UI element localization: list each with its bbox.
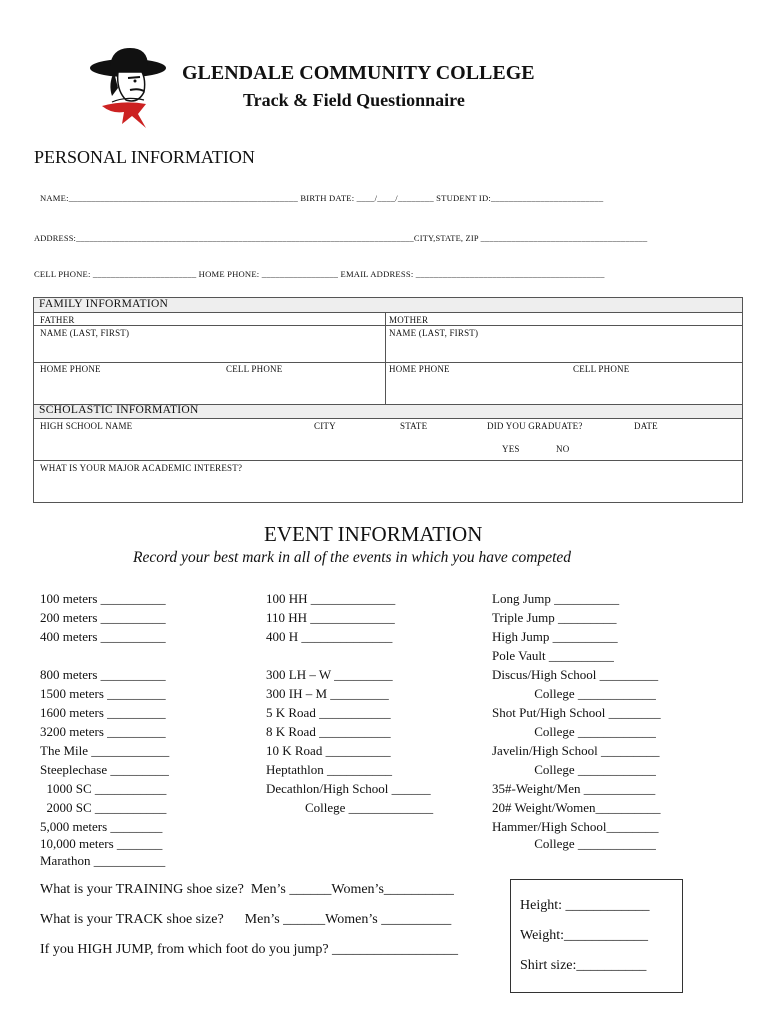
weight-field[interactable]: Weight:____________ [520, 928, 648, 943]
event-line[interactable]: College ____________ [492, 762, 656, 777]
event-line[interactable]: College ____________ [492, 836, 656, 851]
personal-line-name[interactable]: NAME:___________________________________________________ BIRTH DATE: ____/____/________ STUDENT ID:_________________________ [40, 193, 604, 203]
event-line[interactable]: 300 LH – W _________ [266, 667, 393, 682]
mother-home-phone-field[interactable]: HOME PHONE [389, 364, 450, 374]
event-line[interactable]: Hammer/High School________ [492, 819, 659, 834]
event-line[interactable]: College ____________ [492, 724, 656, 739]
event-subheading: Record your best mark in all of the events in which you have competed [133, 549, 572, 566]
events-column-3 [492, 589, 661, 817]
event-line[interactable]: Shot Put/High School ________ [492, 705, 661, 720]
event-line[interactable]: 1000 SC ___________ [40, 781, 167, 796]
event-line[interactable]: 10 K Road __________ [266, 743, 391, 758]
shirt-size-field[interactable]: Shirt size:__________ [520, 958, 647, 973]
events-column-2 [266, 589, 433, 817]
event-line [266, 646, 433, 665]
event-line[interactable]: 110 HH _____________ [266, 610, 395, 625]
graduate-date-field[interactable]: DATE [634, 421, 658, 431]
event-line[interactable]: 2000 SC ___________ [40, 800, 167, 815]
event-line[interactable]: Heptathlon __________ [266, 762, 393, 777]
event-heading: EVENT INFORMATION [264, 522, 483, 546]
event-line[interactable]: 5,000 meters ________ [40, 819, 163, 834]
events-column-3b [492, 818, 658, 852]
personal-line-address[interactable]: ADDRESS:_____________________________________________________________________________CITY,STATE, ZIP ______________________________________ [34, 234, 648, 243]
event-line[interactable]: Javelin/High School _________ [492, 743, 660, 758]
training-shoe-line[interactable]: What is your TRAINING shoe size? Men’s ______Women’s__________ [40, 882, 454, 897]
event-line[interactable]: Decathlon/High School ______ [266, 781, 431, 796]
personal-heading: PERSONAL INFORMATION [34, 147, 255, 167]
track-shoe-line[interactable]: What is your TRACK shoe size? Men’s ______Women’s __________ [40, 912, 452, 927]
personal-line-contact[interactable]: CELL PHONE: _______________________ HOME PHONE: _________________ EMAIL ADDRESS: __________________________________________ [34, 269, 605, 279]
mascot-logo [88, 44, 170, 130]
event-line[interactable]: College ____________ [492, 686, 656, 701]
event-line[interactable]: Long Jump __________ [492, 591, 620, 606]
graduate-yes-option[interactable]: YES [502, 444, 520, 454]
event-line[interactable]: 400 meters __________ [40, 629, 166, 644]
state-field[interactable]: STATE [400, 421, 428, 431]
event-line[interactable]: 8 K Road ___________ [266, 724, 391, 739]
event-line[interactable]: 300 IH – M _________ [266, 686, 389, 701]
family-heading: FAMILY INFORMATION [39, 298, 169, 310]
event-line[interactable]: Triple Jump _________ [492, 610, 617, 625]
event-line[interactable]: 100 HH _____________ [266, 591, 396, 606]
event-line[interactable]: The Mile ____________ [40, 743, 170, 758]
event-line[interactable]: 20# Weight/Women__________ [492, 800, 661, 815]
mother-name-field[interactable]: NAME (LAST, FIRST) [389, 328, 479, 338]
event-line[interactable]: Steeplechase _________ [40, 762, 169, 777]
events-column-1b [40, 818, 165, 869]
event-line[interactable]: 3200 meters _________ [40, 724, 166, 739]
event-line[interactable]: 200 meters __________ [40, 610, 166, 625]
college-name: GLENDALE COMMUNITY COLLEGE [182, 62, 535, 84]
event-line[interactable]: Marathon ___________ [40, 853, 166, 868]
event-line[interactable]: High Jump __________ [492, 629, 618, 644]
event-line[interactable]: 100 meters __________ [40, 591, 166, 606]
event-line[interactable]: College _____________ [266, 800, 434, 815]
major-interest-field[interactable]: WHAT IS YOUR MAJOR ACADEMIC INTEREST? [40, 463, 243, 473]
event-line[interactable]: 400 H ______________ [266, 629, 393, 644]
event-line[interactable]: 1600 meters _________ [40, 705, 166, 720]
mother-label: MOTHER [389, 315, 429, 325]
father-label: FATHER [40, 315, 75, 325]
high-jump-foot-line[interactable]: If you HIGH JUMP, from which foot do you jump? __________________ [40, 942, 459, 957]
scholastic-heading: SCHOLASTIC INFORMATION [39, 404, 199, 416]
event-line[interactable]: 800 meters __________ [40, 667, 166, 682]
graduate-question: DID YOU GRADUATE? [487, 421, 583, 431]
height-field[interactable]: Height: ____________ [520, 898, 650, 913]
father-name-field[interactable]: NAME (LAST, FIRST) [40, 328, 130, 338]
graduate-no-option[interactable]: NO [556, 444, 570, 454]
form-title: Track & Field Questionnaire [243, 90, 465, 110]
mother-cell-phone-field[interactable]: CELL PHONE [573, 364, 630, 374]
event-line[interactable]: Discus/High School _________ [492, 667, 659, 682]
high-school-field[interactable]: HIGH SCHOOL NAME [40, 421, 133, 431]
events-column-1 [40, 589, 169, 817]
event-line[interactable]: Pole Vault __________ [492, 648, 614, 663]
event-line[interactable]: 5 K Road ___________ [266, 705, 391, 720]
father-home-phone-field[interactable]: HOME PHONE [40, 364, 101, 374]
event-line[interactable]: 10,000 meters _______ [40, 836, 163, 851]
event-line[interactable]: 1500 meters _________ [40, 686, 166, 701]
father-cell-phone-field[interactable]: CELL PHONE [226, 364, 283, 374]
city-field[interactable]: CITY [314, 421, 336, 431]
event-line[interactable]: 35#-Weight/Men ___________ [492, 781, 656, 796]
event-line [40, 646, 169, 665]
